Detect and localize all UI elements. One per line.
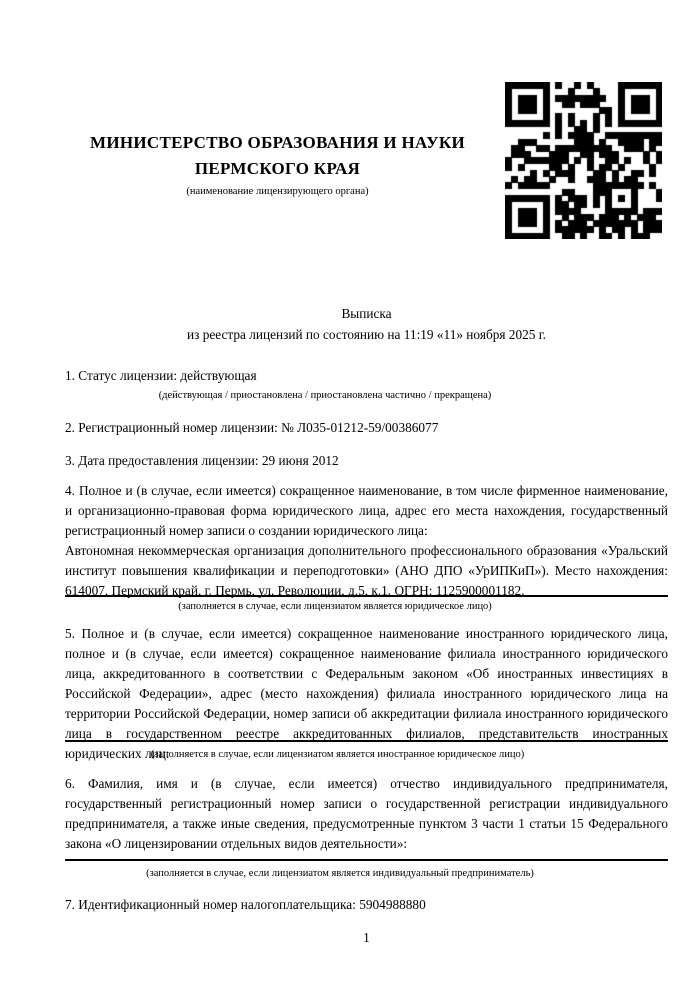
item-1-caption: (действующая / приостановлена / приостановлена частично / прекращена) (158, 390, 492, 401)
document-title-block (65, 303, 668, 345)
item-4-legal-entity-question: 4. Полное и (в случае, если имеется) сокращенное наименование, в том числе фирменное наименование, и организационно-правовая форма юридического лица, адрес его места нахождения, государственный регистрационный номер записи о создании юридического лица: (65, 483, 668, 538)
item-5-fill-line (65, 740, 668, 742)
item-5-foreign-entity-question: 5. Полное и (в случае, если имеется) сокращенное наименование иностранного юридического лица, полное и (в случае, если имеется) сокращенное наименование филиала иностранного юридического лица, аккредитованного в соответствии с Федеральным законом «Об иностранных инвестициях в Российской Федерации», адрес (место нахождения) филиала иностранного юридического лица на территории Российской Федерации, номер записи об аккредитации филиала иностранного юридического лица в государственном реестре аккредитованных филиалов, представительств иностранных юридических лиц: (65, 626, 668, 761)
item-4-fill-line (65, 595, 668, 597)
qr-code-icon (505, 82, 662, 239)
item-1-license-status: 1. Статус лицензии: действующая (65, 368, 257, 383)
issuing-authority-header (65, 130, 490, 198)
authority-caption: (наименование лицензирующего органа) (186, 186, 369, 197)
authority-name-line1: МИНИСТЕРСТВО ОБРАЗОВАНИЯ И НАУКИ (89, 133, 466, 152)
item-6-caption: (заполняется в случае, если лицензиатом является индивидуальный предприниматель) (146, 868, 534, 879)
item-6-fill-line (65, 859, 668, 861)
item-6-entrepreneur-question: 6. Фамилия, имя и (в случае, если имеется) отчество индивидуального предпринимателя, государственный регистрационный номер записи о государственной регистрации индивидуального предпринимателя, а также иные сведения, предусмотренные пунктом 3 части 1 статьи 15 Федерального закона «О лицензировании отдельных видов деятельности»: (65, 776, 668, 851)
item-3-license-date: 3. Дата предоставления лицензии: 29 июня 2012 (65, 453, 339, 468)
item-7-taxpayer-number: 7. Идентификационный номер налогоплательщика: 5904988880 (65, 897, 426, 912)
page-number: 1 (363, 930, 370, 945)
document-title: Выписка (341, 306, 392, 321)
item-5-caption: (заполняется в случае, если лицензиатом является иностранное юридическое лицо) (150, 749, 525, 760)
item-4-legal-entity-answer: Автономная некоммерческая организация дополнительного профессионального образования «Уральский институт повышения квалификации и переподготовки» (АНО ДПО «УрИПКиП»). Место нахождения: 614007, Пермский край, г. Пермь, ул. Революции, д.5, к.1. ОГРН: 1125900001182. (65, 543, 668, 598)
authority-name-line2: ПЕРМСКОГО КРАЯ (194, 159, 361, 178)
item-2-registration-number: 2. Регистрационный номер лицензии: № Л035-01212-59/00386077 (65, 420, 439, 435)
item-4-caption: (заполняется в случае, если лицензиатом является юридическое лицо) (178, 601, 492, 612)
document-subtitle: из реестра лицензий по состоянию на 11:19 «11» ноября 2025 г. (187, 327, 546, 342)
